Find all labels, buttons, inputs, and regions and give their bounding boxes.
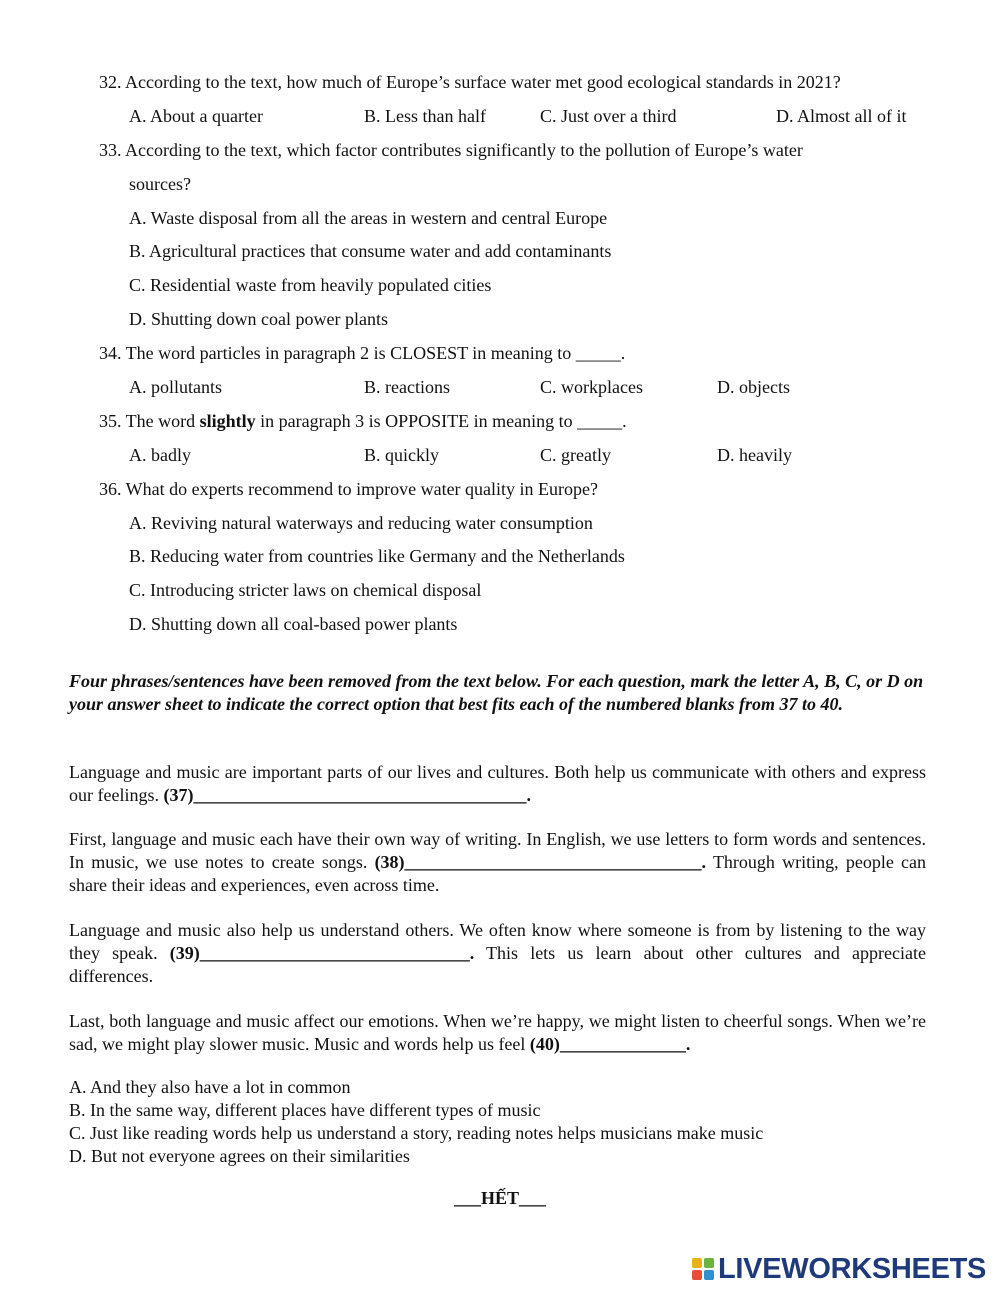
passage-paragraph-2 <box>69 828 926 897</box>
blank-39[interactable]: (39)______________________________. <box>169 943 475 963</box>
question-34-option-a[interactable]: A. pollutants <box>129 377 222 397</box>
logo-square-3 <box>692 1270 702 1280</box>
question-34-option-b[interactable]: B. reactions <box>364 377 450 397</box>
question-36-option-a[interactable]: A. Reviving natural waterways and reducing water consumption <box>129 513 593 533</box>
liveworksheets-logo-icon <box>692 1258 714 1280</box>
question-33-option-d[interactable]: D. Shutting down coal power plants <box>129 309 388 329</box>
question-36-option-c[interactable]: C. Introducing stricter laws on chemical disposal <box>129 580 482 600</box>
blank-38[interactable]: (38)_________________________________. <box>374 852 707 872</box>
passage-paragraph-2-text: First, language and music each have their own way of writing. In English, we use letters to form words and sentences. In music, we use notes to create songs. <box>69 829 926 872</box>
question-34-option-d[interactable]: D. objects <box>717 377 790 397</box>
question-36-option-b[interactable]: B. Reducing water from countries like Germany and the Netherlands <box>129 546 625 566</box>
passage-paragraph-2-after: Through writing, people can share their ideas and experiences, even across time. <box>69 852 926 895</box>
question-33-option-c[interactable]: C. Residential waste from heavily populated cities <box>129 275 492 295</box>
question-32-stem: 32. According to the text, how much of Europe’s surface water met good ecological standards in 2021? <box>99 72 841 92</box>
question-35-stem <box>99 411 627 432</box>
passage-paragraph-4-text: Last, both language and music affect our emotions. When we’re happy, we might listen to cheerful songs. When we’re sad, we might play slower music. Music and words help us feel <box>69 1011 926 1054</box>
question-33-stem-continued: sources? <box>129 174 191 194</box>
question-35-option-a[interactable]: A. badly <box>129 445 191 465</box>
blank-37[interactable]: (37)_____________________________________. <box>163 785 531 805</box>
choice-c[interactable]: C. Just like reading words help us understand a story, reading notes helps musicians make music <box>69 1123 764 1143</box>
passage-paragraph-3 <box>69 919 926 988</box>
logo-square-4 <box>704 1270 714 1280</box>
logo-square-1 <box>692 1258 702 1268</box>
question-33-option-b[interactable]: B. Agricultural practices that consume water and add contaminants <box>129 241 612 261</box>
cloze-instruction: Four phrases/sentences have been removed from the text below. For each question, mark the letter A, B, C, or D on your answer sheet to indicate the correct option that best fits each of the numbered blanks from 37 to 40. <box>69 671 924 714</box>
question-32-option-d[interactable]: D. Almost all of it <box>776 106 907 126</box>
question-33-stem: 33. According to the text, which factor contributes significantly to the pollution of Europe’s water <box>99 140 803 160</box>
choice-b[interactable]: B. In the same way, different places have different types of music <box>69 1100 541 1120</box>
logo-square-2 <box>704 1258 714 1268</box>
question-35-option-b[interactable]: B. quickly <box>364 445 439 465</box>
question-35-stem-post: in paragraph 3 is OPPOSITE in meaning to _____. <box>255 411 627 431</box>
liveworksheets-logo <box>692 1254 986 1284</box>
question-35-stem-pre: 35. The word <box>99 411 200 431</box>
passage-paragraph-4 <box>69 1010 926 1056</box>
question-34-stem: 34. The word particles in paragraph 2 is CLOSEST in meaning to _____. <box>99 343 626 363</box>
question-35-option-d[interactable]: D. heavily <box>717 445 792 465</box>
end-mark: ___HẾT___ <box>453 1188 546 1208</box>
question-32-option-c[interactable]: C. Just over a third <box>540 106 677 126</box>
choice-d[interactable]: D. But not everyone agrees on their similarities <box>69 1146 410 1166</box>
question-35-option-c[interactable]: C. greatly <box>540 445 611 465</box>
liveworksheets-logo-text: LIVEWORKSHEETS <box>718 1252 987 1285</box>
question-32-option-a[interactable]: A. About a quarter <box>129 106 263 126</box>
blank-40[interactable]: (40)______________. <box>529 1034 691 1054</box>
question-33-option-a[interactable]: A. Waste disposal from all the areas in western and central Europe <box>129 208 608 228</box>
passage-paragraph-1-text: Language and music are important parts of our lives and cultures. Both help us communicate with others and express our feelings. <box>69 762 926 805</box>
question-36-option-d[interactable]: D. Shutting down all coal-based power plants <box>129 614 458 634</box>
question-34-option-c[interactable]: C. workplaces <box>540 377 643 397</box>
passage-paragraph-1 <box>69 761 926 807</box>
question-32-option-b[interactable]: B. Less than half <box>364 106 486 126</box>
question-36-stem: 36. What do experts recommend to improve water quality in Europe? <box>99 479 599 499</box>
question-35-keyword: slightly <box>199 411 256 431</box>
passage-paragraph-3-text: Language and music also help us understand others. We often know where someone is from by listening to the way they speak. <box>69 920 926 963</box>
passage-paragraph-3-after: This lets us learn about other cultures and appreciate differences. <box>69 943 926 986</box>
choice-a[interactable]: A. And they also have a lot in common <box>69 1077 351 1097</box>
